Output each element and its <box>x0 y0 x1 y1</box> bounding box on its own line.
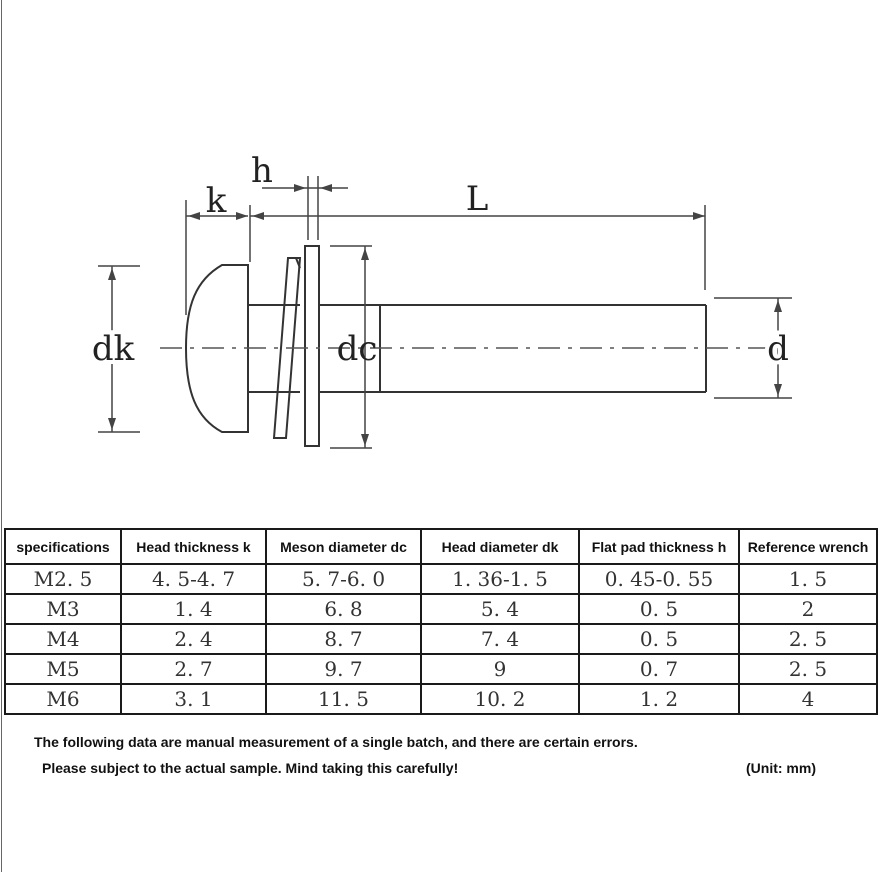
label-k: k <box>205 181 227 221</box>
table-cell: 1. 36-1. 5 <box>421 564 579 594</box>
table-cell: M6 <box>5 684 121 714</box>
table-cell: 0. 5 <box>579 624 739 654</box>
table-row <box>5 624 877 654</box>
label-dk: dk <box>91 329 135 369</box>
unit-note: (Unit: mm) <box>746 760 816 776</box>
table-cell: 0. 5 <box>579 594 739 624</box>
header-meson-diameter: Meson diameter dc <box>266 529 421 564</box>
table-cell: 1. 5 <box>739 564 877 594</box>
table-row <box>5 564 877 594</box>
table-row <box>5 594 877 624</box>
table-cell: M3 <box>5 594 121 624</box>
table-cell: 3. 1 <box>121 684 266 714</box>
flat-washer <box>305 246 319 446</box>
table-cell: 1. 2 <box>579 684 739 714</box>
table-cell: 2. 5 <box>739 624 877 654</box>
table-row <box>5 654 877 684</box>
table-cell: 10. 2 <box>421 684 579 714</box>
table-cell: M2. 5 <box>5 564 121 594</box>
table-cell: 2 <box>739 594 877 624</box>
table-cell: M5 <box>5 654 121 684</box>
table-cell: 0. 7 <box>579 654 739 684</box>
table-cell: 7. 4 <box>421 624 579 654</box>
label-L: L <box>465 179 489 219</box>
header-specifications: specifications <box>5 529 121 564</box>
table-cell: 8. 7 <box>266 624 421 654</box>
table-header-row <box>5 529 877 564</box>
table-cell: 4. 5-4. 7 <box>121 564 266 594</box>
table-cell: 2. 4 <box>121 624 266 654</box>
table-cell: 4 <box>739 684 877 714</box>
header-reference-wrench: Reference wrench <box>739 529 877 564</box>
table-cell: M4 <box>5 624 121 654</box>
header-flat-pad-thickness: Flat pad thickness h <box>579 529 739 564</box>
header-head-thickness: Head thickness k <box>121 529 266 564</box>
table-cell: 9 <box>421 654 579 684</box>
table-cell: 0. 45-0. 55 <box>579 564 739 594</box>
header-head-diameter: Head diameter dk <box>421 529 579 564</box>
table-cell: 11. 5 <box>266 684 421 714</box>
table-cell: 6. 8 <box>266 594 421 624</box>
label-d: d <box>767 329 789 369</box>
table-cell: 1. 4 <box>121 594 266 624</box>
label-h: h <box>251 151 273 191</box>
label-dc: dc <box>336 329 378 369</box>
table-row <box>5 684 877 714</box>
table-cell: 2. 7 <box>121 654 266 684</box>
table-cell: 2. 5 <box>739 654 877 684</box>
spec-table <box>4 528 878 715</box>
table-cell: 5. 7-6. 0 <box>266 564 421 594</box>
disclaimer-line-1: The following data are manual measurement of a single batch, and there are certain errors. <box>34 734 638 750</box>
table-cell: 9. 7 <box>266 654 421 684</box>
disclaimer-line-2: Please subject to the actual sample. Mind taking this carefully! <box>42 760 459 776</box>
table-cell: 5. 4 <box>421 594 579 624</box>
